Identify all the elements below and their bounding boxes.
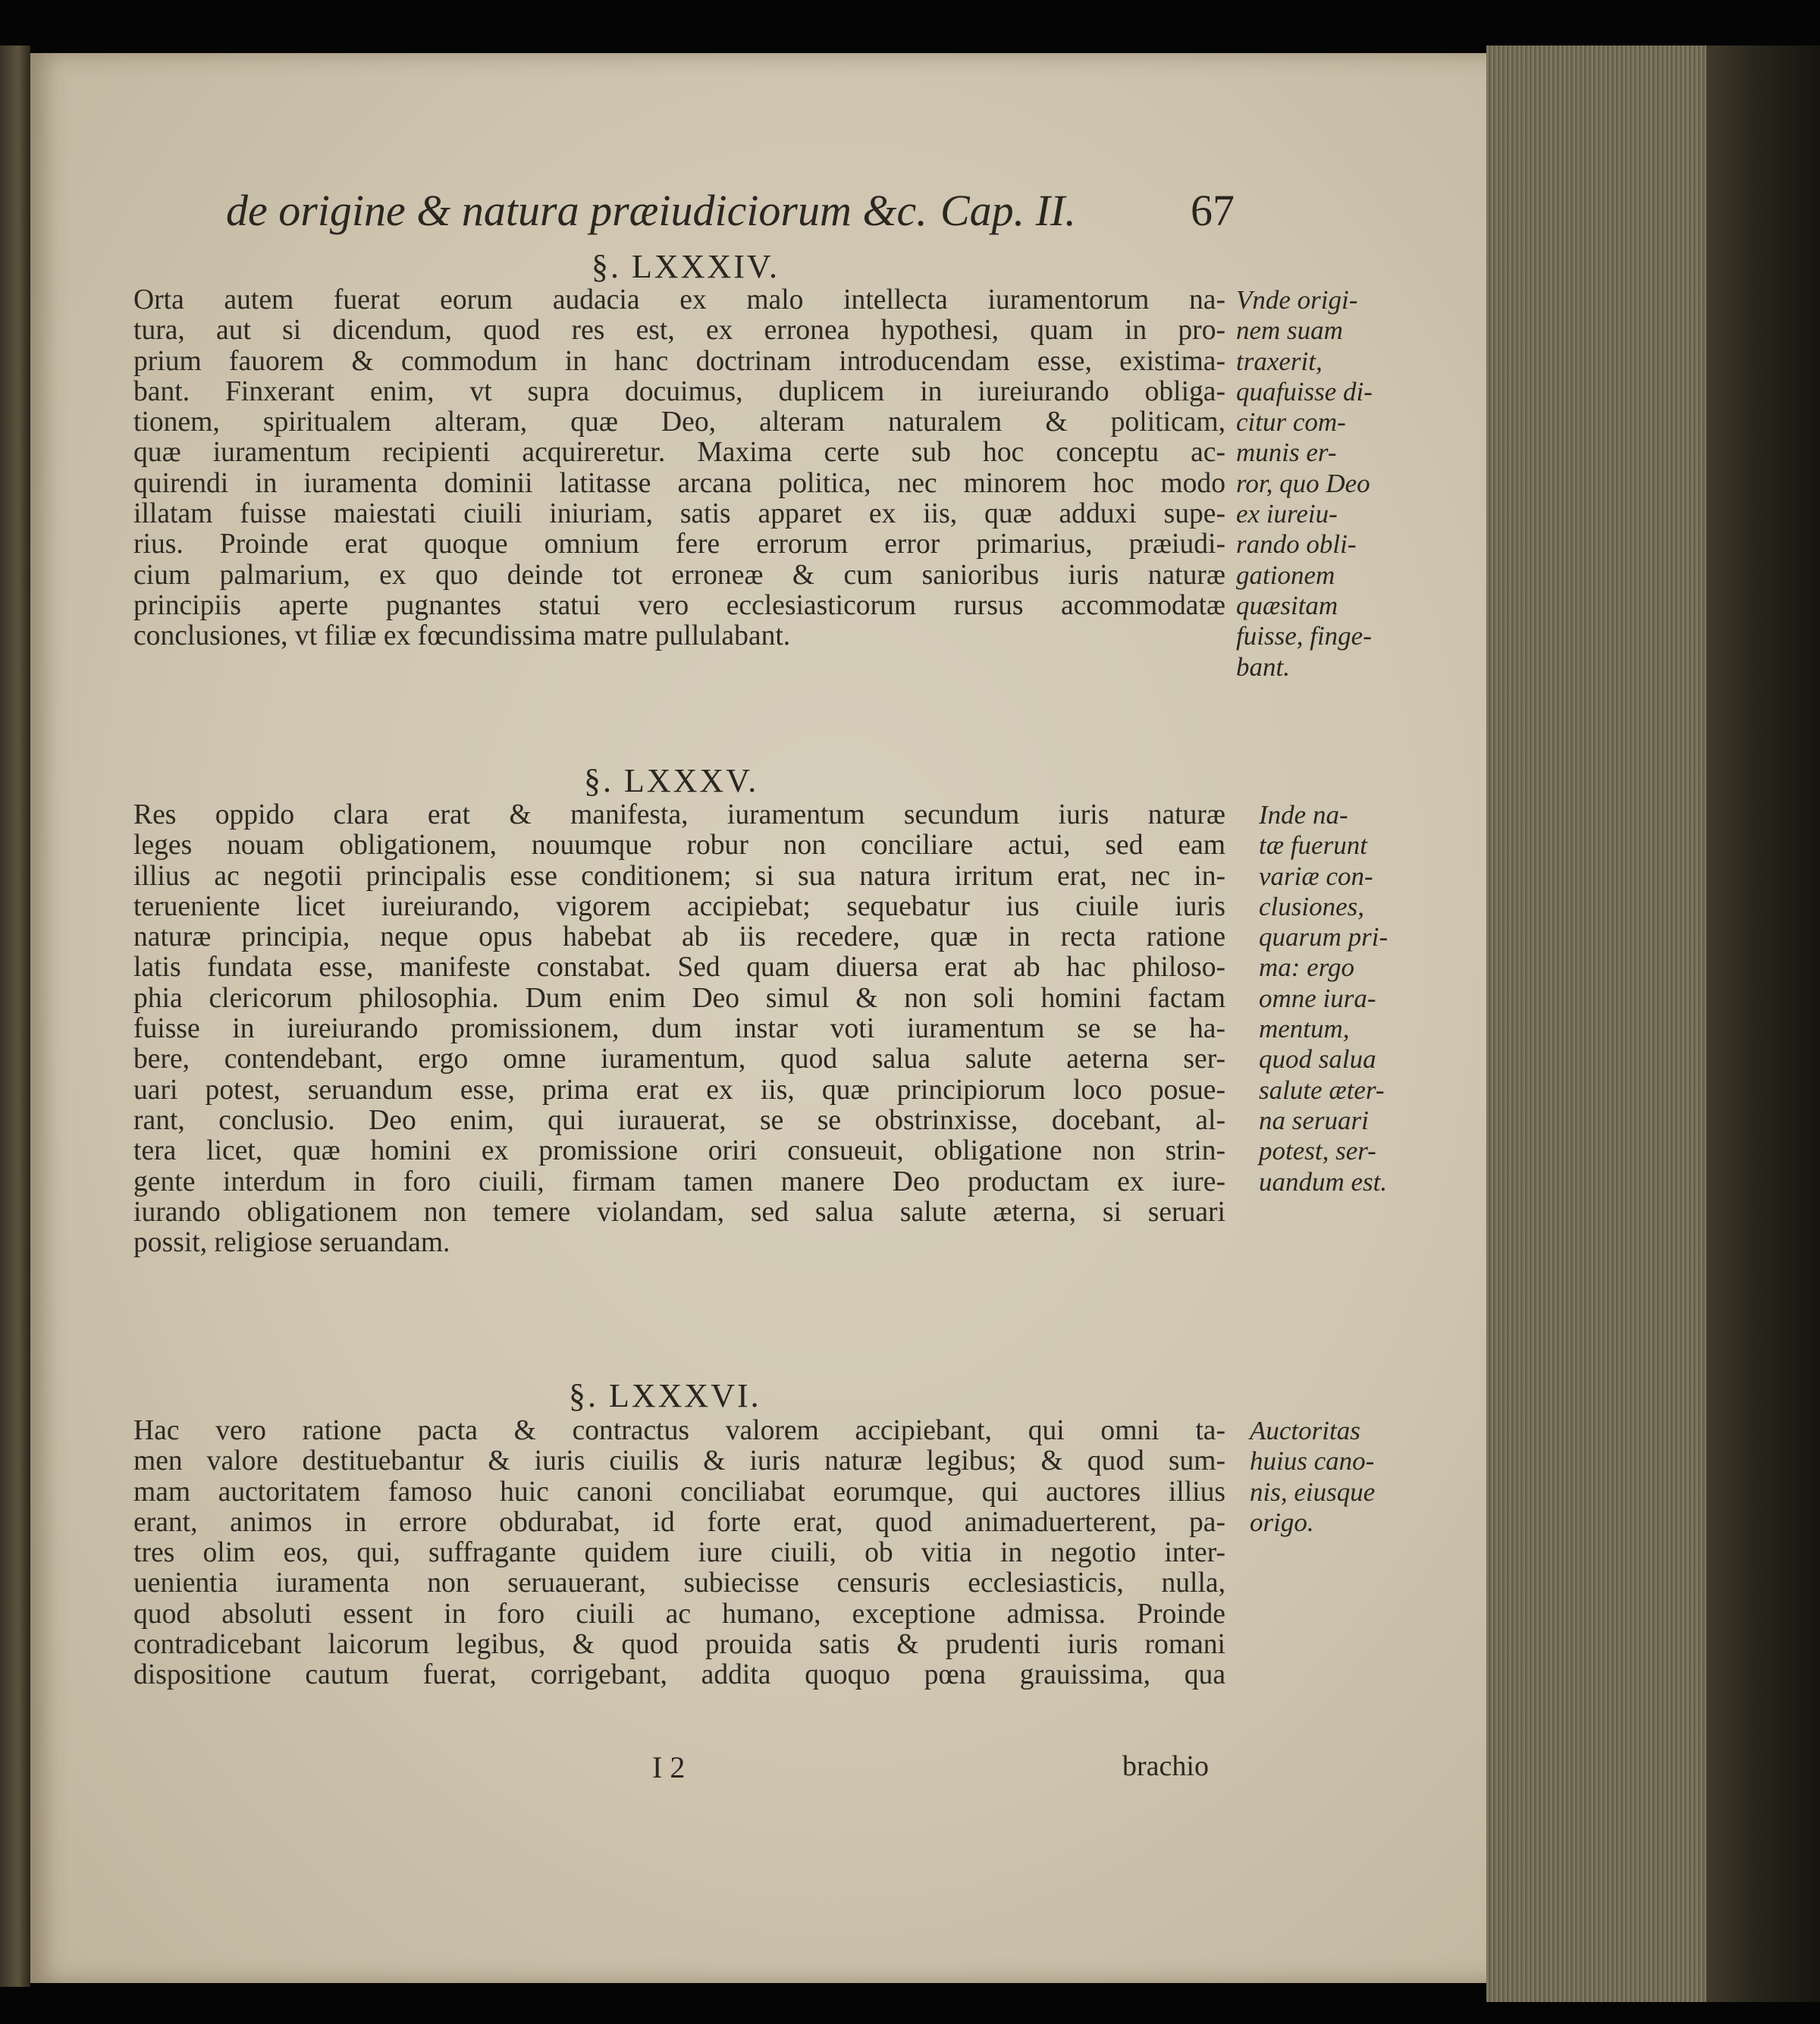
section-heading: §. LXXXIV. <box>592 248 780 285</box>
text-line: mam auctoritatem famoso huic canoni conciliabat eorumque, qui auctores illius <box>133 1476 1225 1508</box>
text-line: conclusiones, vt filiæ ex fœcundissima matre pullulabant. <box>133 621 791 652</box>
text-line: dispositione cautum fuerat, corrigebant, addita quoquo pœna grauissima, qua <box>133 1660 1225 1691</box>
text-line: prium fauorem & commodum in hanc doctrinam introducendam esse, existima- <box>133 346 1225 377</box>
text-line: uenientia iuramenta non seruauerant, subiecisse censuris ecclesiasticis, nulla, <box>133 1568 1225 1599</box>
text-line: cium palmarium, ex quo deinde tot erroneæ & cum sanioribus iuris naturæ <box>133 560 1225 591</box>
section-heading: §. LXXXVI. <box>569 1377 761 1414</box>
margin-note-line: uandum est. <box>1259 1166 1388 1197</box>
text-line: teruenientе licet iureiurando, vigorem accipiebat; sequebatur ius ciuile iuris <box>133 891 1225 922</box>
section-body <box>133 1416 1225 1691</box>
text-line: fuisse in iureiurando promissionem, dum instar voti iuramentum se se ha- <box>133 1014 1225 1045</box>
running-head <box>220 182 1251 243</box>
margin-note-line: Inde na- <box>1259 800 1348 830</box>
margin-note-line: citur com- <box>1236 407 1346 438</box>
text-line: illatam fuisse maiestati ciuili iniuriam, satis apparet ex iis, quæ adduxi supe- <box>133 499 1225 530</box>
text-line: naturæ principia, neque opus habebat ab iis recedere, quæ in recta ratione <box>133 922 1225 953</box>
margin-note-line: quarum pri- <box>1259 922 1389 952</box>
margin-note-line: ex iureiu- <box>1236 499 1338 529</box>
margin-note-line: huius cano- <box>1250 1446 1375 1476</box>
margin-note-line: potest, ser- <box>1259 1136 1376 1166</box>
text-line: tres olim eos, qui, suffragante quidem iure ciuili, ob vitia in negotio inter- <box>133 1538 1225 1569</box>
running-head-chapter: Cap. II. <box>940 186 1076 235</box>
margin-note <box>1259 800 1410 1197</box>
margin-note-line: quod salua <box>1259 1044 1376 1075</box>
margin-note-line: fuisse, finge- <box>1236 621 1372 651</box>
text-line: gente interdum in foro ciuili, firmam tamen manere Deo productam ex iure- <box>133 1166 1225 1197</box>
text-line: rius. Proinde erat quoque omnium fere errorum error primarius, præiudi- <box>133 529 1225 560</box>
text-line: quod absoluti essent in foro ciuili ac humano, exceptione admissa. Proinde <box>133 1599 1225 1630</box>
margin-note-line: Auctoritas <box>1250 1416 1360 1445</box>
margin-note <box>1250 1416 1401 1538</box>
margin-note-line: munis er- <box>1236 438 1337 468</box>
margin-note-line: salute æter- <box>1259 1075 1385 1105</box>
margin-note-line: rando obli- <box>1236 529 1357 560</box>
margin-note-line: tæ fuerunt <box>1259 830 1367 861</box>
text-line: Orta autem fuerat eorum audacia ex malo intellecta iuramentorum na- <box>133 285 1225 315</box>
text-line: tionem, spiritualem alteram, quæ Deo, alteram naturalem & politicam, <box>133 407 1225 438</box>
margin-note-line: nis, eiusque <box>1250 1476 1376 1507</box>
text-line: illius ac negotii principalis esse conditionem; si sua natura irritum erat, nec in- <box>133 861 1225 892</box>
margin-note-line: origo. <box>1250 1507 1314 1537</box>
text-line: bant. Finxerant enim, vt supra docuimus, duplicem in iureiurando obliga- <box>133 376 1225 407</box>
section-body <box>133 800 1225 1258</box>
margin-note-line: ror, quo Deo <box>1236 468 1370 498</box>
book-cover <box>1706 46 1820 2002</box>
margin-note-line: traxerit, <box>1236 346 1323 376</box>
text-line: tera licet, quæ homini ex promissione oriri consueuit, obligatione non strin- <box>133 1136 1225 1167</box>
margin-note-line: omne iura- <box>1259 983 1376 1013</box>
text-line: Hac vero ratione pacta & contractus valorem accipiebant, qui omni ta- <box>133 1416 1225 1446</box>
text-line: erant, animos in errore obdurabat, id forte erat, quod animaduerterent, pa- <box>133 1507 1225 1538</box>
margin-note-line: na seruari <box>1259 1105 1369 1135</box>
margin-note-line: quafuisse di- <box>1236 376 1373 406</box>
text-line: tura, aut si dicendum, quod res est, ex erronea hypothesi, quam in pro- <box>133 315 1225 347</box>
margin-note <box>1236 285 1388 683</box>
text-line: possit, religiose seruandam. <box>133 1228 450 1259</box>
signature-mark: I 2 <box>652 1750 686 1784</box>
margin-note-line: bant. <box>1236 651 1290 682</box>
margin-note-line: Vnde origi- <box>1236 285 1358 315</box>
margin-note-line: gationem <box>1236 560 1335 590</box>
margin-note-line: ma: ergo <box>1259 952 1355 983</box>
text-line: bere, contendebant, ergo omne iuramentum, quod salua salute aeterna ser- <box>133 1044 1225 1075</box>
text-line: principiis aperte pugnantes statui vero ecclesiasticorum rursus accommodatæ <box>133 590 1225 621</box>
text-line: leges nouam obligationem, nouumque robur non conciliare actui, sed eam <box>133 830 1225 861</box>
text-line: contradicebant laicorum legibus, & quod prouida satis & prudenti iuris romani <box>133 1630 1225 1661</box>
margin-note-line: mentum, <box>1259 1014 1350 1044</box>
catchword: brachio <box>1122 1750 1209 1782</box>
text-line: men valore destituebantur & iuris ciuilis & iuris naturæ legibus; & quod sum- <box>133 1446 1225 1477</box>
margin-note-line: quæsitam <box>1236 590 1338 620</box>
book-fore-edge <box>1486 46 1820 2002</box>
text-line: quirendi in iuramenta dominii latitasse arcana politica, nec minorem hoc modo <box>133 468 1225 499</box>
text-line: quæ iuramentum recipienti acquireretur. Maxima certe sub hoc conceptu ac- <box>133 438 1225 469</box>
margin-note-line: nem suam <box>1236 315 1343 346</box>
margin-note-line: variæ con- <box>1259 861 1373 891</box>
text-line: Res oppido clara erat & manifesta, iuramentum secundum iuris naturæ <box>133 800 1225 830</box>
text-line: rant, conclusio. Deo enim, qui iurauerat, se se obstrinxisse, docebant, al- <box>133 1105 1225 1136</box>
text-line: uari potest, seruandum esse, prima erat ex iis, quæ principiorum loco posue- <box>133 1075 1225 1106</box>
text-line: iurando obligationem non temere violandam, sed salua salute æterna, si seruari <box>133 1197 1225 1228</box>
previous-page-edge <box>0 46 30 1987</box>
running-head-title: de origine & natura præiudiciorum &c. <box>226 186 927 235</box>
text-line: latis fundata esse, manifeste constabat. Sed quam diuersa erat ab hac philoso- <box>133 952 1225 984</box>
section-body <box>133 285 1225 652</box>
page-number: 67 <box>1191 186 1235 235</box>
text-line: phia clericorum philosophia. Dum enim Deo simul & non soli homini factam <box>133 983 1225 1014</box>
margin-note-line: clusiones, <box>1259 891 1365 921</box>
section-heading: §. LXXXV. <box>584 762 759 799</box>
